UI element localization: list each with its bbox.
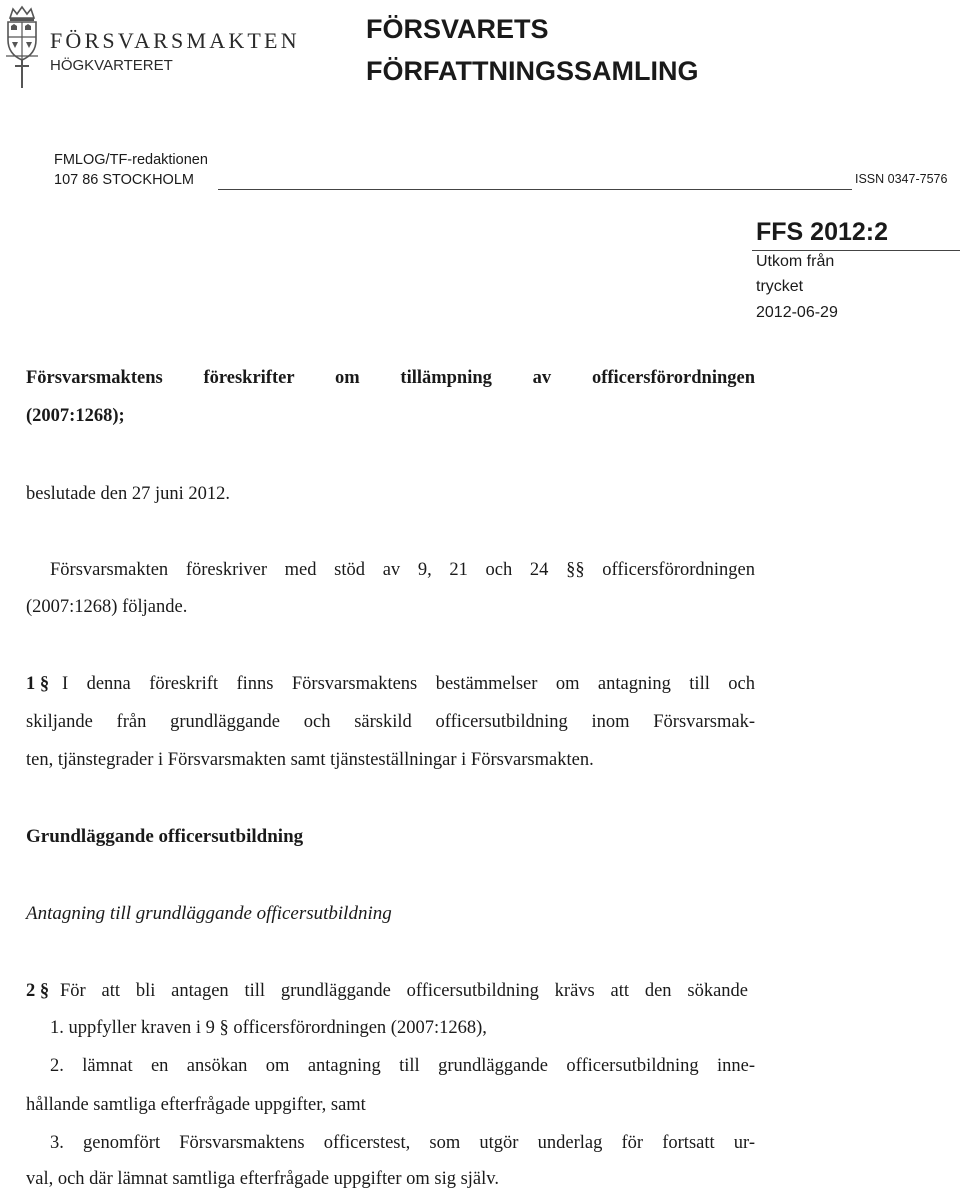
section-2-line1: För att bli antagen till grundläggande officersutbildning krävs att den sökande xyxy=(60,981,748,1001)
intro-line2: (2007:1268) följande. xyxy=(26,597,188,617)
regulation-title-line2: (2007:1268); xyxy=(26,406,125,426)
section-1-line1: I denna föreskrift finns Försvarsmaktens bestämmelser om antagning till och xyxy=(62,674,755,694)
publication-title-line2: FÖRFATTNINGSSAMLING xyxy=(366,56,699,86)
org-name: FÖRSVARSMAKTEN xyxy=(50,28,300,53)
publication-title-line1: FÖRSVARETS xyxy=(366,14,549,44)
published-label-line2: trycket xyxy=(756,278,804,295)
issn-number: ISSN 0347-7576 xyxy=(855,172,948,186)
section-1-number: 1 § xyxy=(26,674,50,694)
regulation-title-line1: Försvarsmaktens föreskrifter om tillämpning av officersförordningen xyxy=(26,368,755,388)
issue-rule xyxy=(752,250,960,251)
list-item-3-line1: 3. genomfört Försvarsmaktens officerstest, som utgör underlag för fortsatt ur- xyxy=(50,1133,755,1153)
decision-date: beslutade den 27 juni 2012. xyxy=(26,484,230,504)
published-date: 2012-06-29 xyxy=(756,304,838,321)
editor-name: FMLOG/TF-redaktionen xyxy=(54,152,208,168)
list-item-2-line2: hållande samtliga efterfrågade uppgifter, samt xyxy=(26,1095,366,1115)
section-2-number: 2 § xyxy=(26,981,50,1001)
org-subtitle: HÖGKVARTERET xyxy=(50,57,173,74)
editor-address: 107 86 STOCKHOLM xyxy=(54,172,194,188)
header-rule xyxy=(218,189,852,190)
section-1-line3: ten, tjänstegrader i Försvarsmakten samt tjänsteställningar i Försvarsmakten. xyxy=(26,750,594,770)
list-item-1: 1. uppfyller kraven i 9 § officersförordningen (2007:1268), xyxy=(50,1018,487,1038)
list-item-2-line1: 2. lämnat en ansökan om antagning till grundläggande officersutbildning inne- xyxy=(50,1056,755,1076)
section-1-line2: skiljande från grundläggande och särskild officersutbildning inom Försvarsmak- xyxy=(26,712,755,732)
published-label-line1: Utkom från xyxy=(756,253,835,270)
section-heading: Grundläggande officersutbildning xyxy=(26,826,304,847)
intro-line1: Försvarsmakten föreskriver med stöd av 9, 21 och 24 §§ officersförordningen xyxy=(50,560,755,580)
list-item-3-line2: val, och där lämnat samtliga efterfrågade uppgifter om sig själv. xyxy=(26,1169,499,1189)
section-subheading: Antagning till grundläggande officersutbildning xyxy=(26,903,392,924)
issue-code: FFS 2012:2 xyxy=(756,218,889,246)
armed-forces-emblem xyxy=(2,4,42,90)
